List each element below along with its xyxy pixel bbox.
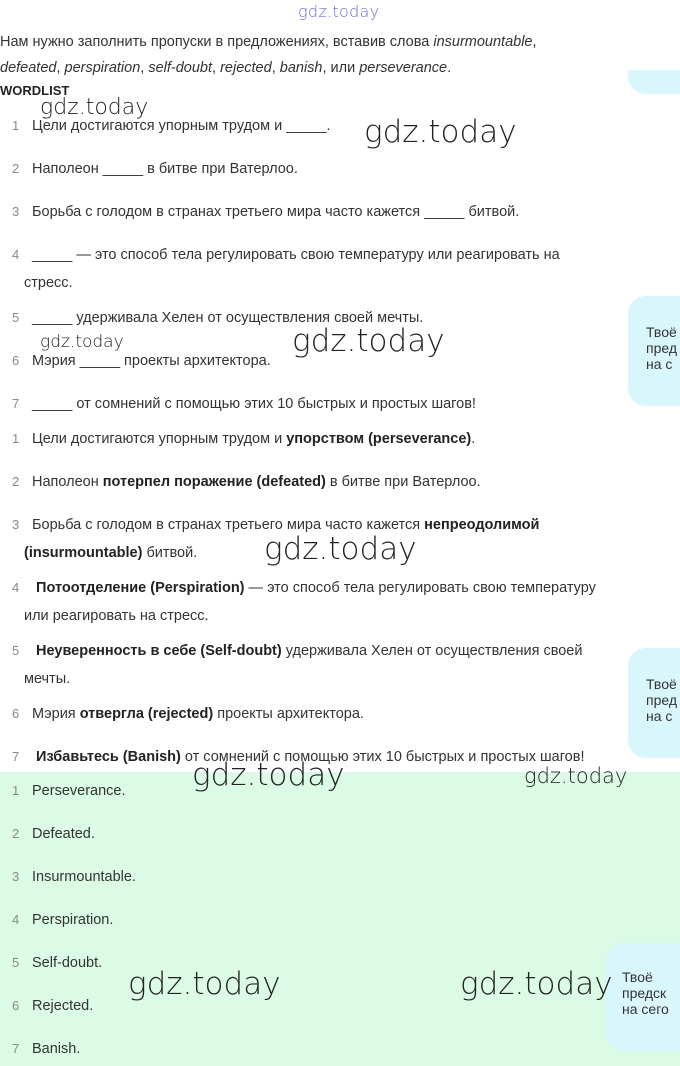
task-row: 2 Наполеон _____ в битве при Ватерлоо. bbox=[12, 161, 298, 177]
answer-row: 3 Борьба с голодом в странах третьего мира часто кажется непреодолимой (insurmountable) битвой. bbox=[12, 517, 540, 561]
answer-row: 5 Неуверенность в себе (Self-doubt) удерживала Хелен от осуществления своей мечты. bbox=[12, 643, 583, 687]
watermark: gdz.today bbox=[264, 531, 417, 567]
watermark: gdz.today bbox=[364, 114, 517, 150]
word-row: 2 Defeated. bbox=[12, 826, 95, 842]
watermark: gdz.today bbox=[40, 332, 124, 352]
answer-row: 1 Цели достигаются упорным трудом и упорством (perseverance). bbox=[12, 431, 476, 447]
answer-row: 7 Избавьтесь (Banish) от сомнений с помощью этих 10 быстрых и простых шагов! bbox=[12, 749, 585, 765]
watermark: gdz.today bbox=[460, 966, 613, 1002]
watermark: gdz.today bbox=[292, 323, 445, 359]
ad-bubble-lower[interactable]: Твоё пред на с bbox=[628, 648, 680, 758]
task-row: 3 Борьба с голодом в странах третьего мира часто кажется _____ битвой. bbox=[12, 204, 520, 220]
watermark: gdz.today bbox=[40, 95, 149, 120]
answer-row: 4 Потоотделение (Perspiration) — это способ тела регулировать свою температуру или реагировать на стресс. bbox=[12, 580, 596, 624]
task-row: 1 Цели достигаются упорным трудом и _____. bbox=[12, 118, 331, 134]
task-row: 5 _____ удерживала Хелен от осуществления своей мечты. bbox=[12, 310, 424, 326]
watermark: gdz.today bbox=[128, 966, 281, 1002]
word-row: 4 Perspiration. bbox=[12, 912, 114, 928]
ad-bubble-top[interactable] bbox=[628, 70, 680, 94]
answer-row: 6 Мэрия отвергла (rejected) проекты архитектора. bbox=[12, 706, 364, 722]
task-row: 7 _____ от сомнений с помощью этих 10 быстрых и простых шагов! bbox=[12, 396, 476, 412]
wordlist-heading: WORDLIST bbox=[0, 83, 70, 98]
word-row: 3 Insurmountable. bbox=[12, 869, 136, 885]
watermark: gdz.today bbox=[524, 764, 628, 788]
word-row: 5 Self-doubt. bbox=[12, 955, 103, 971]
word-row: 1 Perseverance. bbox=[12, 783, 126, 799]
task-row: 4 _____ — это способ тела регулировать свою температуру или реагировать на стресс. bbox=[12, 247, 560, 291]
intro-text: Нам нужно заполнить пропуски в предложениях, вставив слова insurmountable, defeated, perspiration, self-doubt, rejected, banish, или perseverance. bbox=[0, 34, 537, 76]
ad-bubble-bottom[interactable]: Твоё предск на сего bbox=[606, 943, 680, 1051]
word-row: 6 Rejected. bbox=[12, 998, 94, 1014]
ad-bubble-middle[interactable]: Твоё пред на с bbox=[628, 296, 680, 406]
watermark-top: gdz.today bbox=[298, 2, 380, 21]
watermark: gdz.today bbox=[192, 757, 345, 793]
word-row: 7 Banish. bbox=[12, 1041, 81, 1057]
answer-row: 2 Наполеон потерпел поражение (defeated) в битве при Ватерлоо. bbox=[12, 474, 481, 490]
task-row: 6 Мэрия _____ проекты архитектора. bbox=[12, 353, 271, 369]
